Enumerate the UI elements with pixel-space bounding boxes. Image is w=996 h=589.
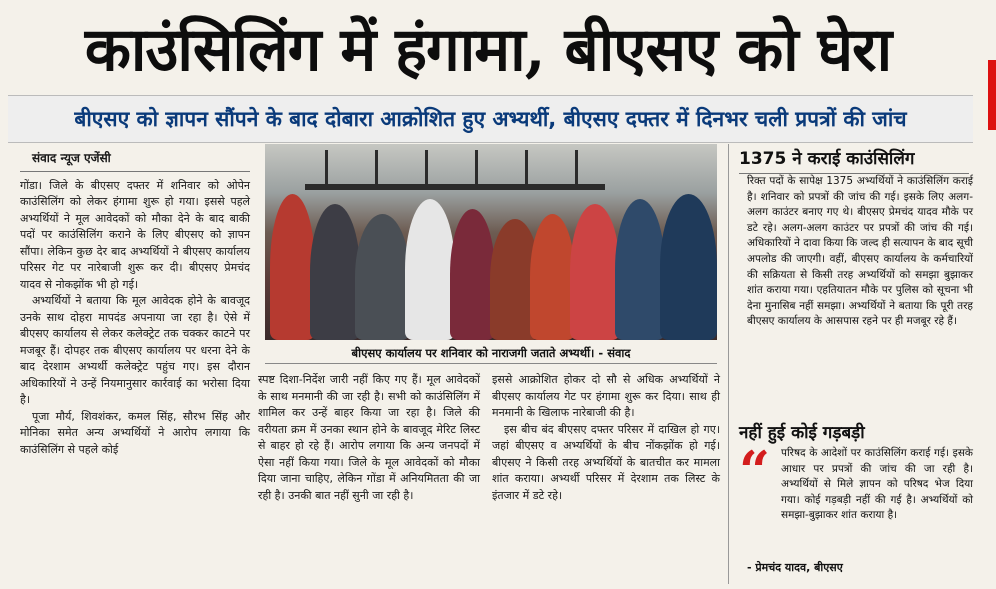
- quote-icon: “: [739, 439, 771, 503]
- protest-photo: [265, 144, 717, 340]
- sidebar: [728, 144, 976, 584]
- photo-gate: [305, 150, 605, 190]
- subheadline: बीएसए को ज्ञापन सौंपने के बाद दोबारा आक्रोशित हुए अभ्यर्थी, बीएसए दफ्तर में दिनभर चली प्रपत्रों की जांच: [8, 95, 973, 143]
- article-column-3: [492, 372, 720, 577]
- sidebar-heading-1: 1375 ने कराई काउंसिलिंग: [739, 146, 969, 174]
- col1-paragraph-1: गोंडा। जिले के बीएसए दफ्तर में शनिवार को ओपेन काउंसिलिंग को लेकर हंगामा शुरू हो गया। इससे पहले अभ्यर्थियों ने मूल आवेदकों को मौका देने के बाद बाकी पदों पर काउंसिलिंग कराने के लिए बीएसए को ज्ञापन सौंपा। लेकिन कुछ देर बाद अभ्यर्थियों ने बीएसए कार्यालय परिसर गेट पर नारेबाजी शुरू कर दी। बीएसए प्रेमचंद यादव से नोकझोंक भी हो गई।: [20, 178, 250, 291]
- photo-figure: [355, 214, 410, 340]
- article-column-2: [258, 372, 480, 577]
- byline: संवाद न्यूज एजेंसी: [20, 150, 250, 172]
- photo-figure: [270, 194, 315, 340]
- photo-gate-bar: [375, 150, 378, 190]
- photo-figure: [530, 214, 575, 340]
- quote-author: - प्रेमचंद यादव, बीएसए: [747, 561, 843, 574]
- photo-gate-bar: [475, 150, 478, 190]
- photo-figure: [660, 194, 717, 340]
- photo-figure: [405, 199, 455, 340]
- sidebar-quote: परिषद के आदेशों पर काउंसिलिंग कराई गई। इसके आधार पर प्रपत्रों की जांच की जा रही है। अभ्यर्थियों से मिले ज्ञापन को परिषद भेज दिया गया। कोई गड़बड़ी नहीं की गई है। अभ्यर्थियों को समझा-बुझाकर शांत कराया है।: [781, 447, 973, 522]
- photo-caption: बीएसए कार्यालय पर शनिवार को नाराजगी जताते अभ्यर्थी। - संवाद: [265, 342, 717, 364]
- col2-paragraph-1: स्पष्ट दिशा-निर्देश जारी नहीं किए गए हैं। मूल आवेदकों के साथ मनमानी की जा रही है। सभी को काउंसिलिंग में शामिल कर उन्हें बाहर किया जा रहा है। जिले की वरीयता क्रम में उनका स्थान होने के बावजूद मेरिट लिस्ट से बाहर हो रहे हैं। आरोप लगाया कि अन्य जनपदों में ऐसा नहीं किया गया। जिले के मूल आवेदकों को मौका दिया जाना चाहिए, लेकिन गोंडा में अनियमितता की जा रही है। उनकी बात नहीं सुनी जा रही है।: [258, 373, 480, 502]
- col3-paragraph-2: इस बीच बंद बीएसए दफ्तर परिसर में दाखिल हो गए। जहां बीएसए व अभ्यर्थियों के बीच नोंकझोंक हो गई। बीएसए ने किसी तरह अभ्यर्थियों के बातचीत कर मामला शांत कराया। अभ्यर्थी परिसर में देरशाम तक लिस्ट के इंतजार में डटे रहे।: [492, 422, 720, 502]
- headline: काउंसिलिंग में हंगामा, बीएसए को घेरा: [84, 15, 892, 85]
- col1-paragraph-3: पूजा मौर्य, शिवशंकर, कमल सिंह, सौरभ सिंह और मोनिका समेत अन्य अभ्यर्थियों ने आरोप लगाया कि काउंसिलिंग से पहले कोई: [20, 409, 250, 456]
- sidebar-text-1: रिक्त पदों के सापेक्ष 1375 अभ्यर्थियों ने काउंसिलिंग कराई है। शनिवार को प्रपत्रों की जांच की गई। इसके लिए अलग-अलग काउंटर बनाए गए थे। बीएसए प्रेमचंद यादव मौके पर डटे रहे। अलग-अलग काउंटर पर प्रपत्रों की जांच की गई। अधिकारियों ने दावा किया कि जल्द ही सत्यापन के बाद सूची अपलोड की जाएगी। वहीं, बीएसए कार्यालय के कर्मचारियों की सक्रियता से किसी तरह अभ्यर्थियों को समझा बुझाकर शांत कराया गया। एहतियातन मौके पर पुलिस को सूचना भी देना मुनासिब नहीं समझा। अभ्यर्थियों ने बताया कि पूरी तरह बीएसए कार्यालय के आसपास रहने पर ही मजबूर रहे हैं।: [747, 175, 974, 328]
- col3-paragraph-1: इससे आक्रोशित होकर दो सौ से अधिक अभ्यर्थियों ने बीएसए कार्यालय गेट पर हंगामा शुरू कर दिया। साथ ही मनमानी के खिलाफ नारेबाजी की है।: [492, 373, 720, 419]
- photo-figure: [450, 209, 495, 340]
- photo-gate-bar: [325, 150, 328, 190]
- photo-gate-bar: [525, 150, 528, 190]
- photo-figure: [310, 204, 360, 340]
- sidebar-heading-2: नहीं हुई कोई गड़बड़ी: [739, 423, 865, 443]
- photo-figure: [570, 204, 620, 340]
- col1-paragraph-2: अभ्यर्थियों ने बताया कि मूल आवेदक होने के बावजूद उनके साथ दोहरा मापदंड अपनाया जा रहा है। ऐसे में बीएसए कार्यालय से लेकर कलेक्ट्रेट तक चक्कर काटने पर मजबूर हैं। दोपहर तक बीएसए कार्यालय पर धरना देने के बाद देरशाम अभ्यर्थी कलेक्ट्रेट पहुंच गए। इस दौरान अधिकारियों ने उन्हें नियमानुसार कार्रवाई का भरोसा दिया है।: [20, 294, 250, 406]
- red-edge-strip: [988, 60, 996, 130]
- photo-figure: [615, 199, 665, 340]
- photo-gate-bar: [425, 150, 428, 190]
- article-column-1: [20, 150, 250, 580]
- photo-gate-bar: [575, 150, 578, 190]
